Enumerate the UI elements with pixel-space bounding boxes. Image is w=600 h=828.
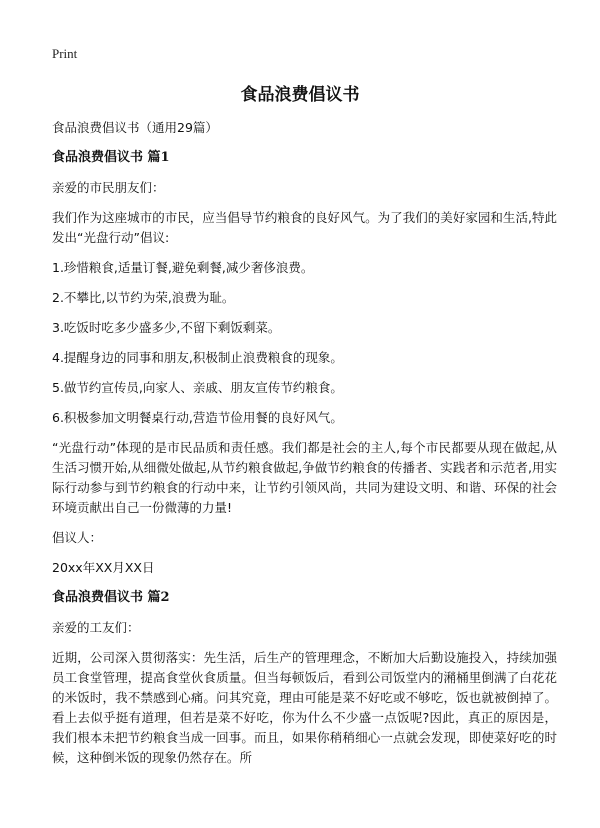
section-1-greeting: 亲爱的市民朋友们： (52, 180, 165, 195)
section-1-intro: 我们作为这座城市的市民，应当倡导节约粮食的良好风气。为了我们的美好家园和生活,特此发出“光盘行动”倡议: (52, 210, 557, 245)
print-label: Print (52, 46, 78, 61)
initiative-item-5: 5.做节约宣传员,向家人、亲戚、朋友宣传节约粮食。 (52, 380, 343, 395)
initiative-item-3: 3.吃饭时吃多少盛多少,不留下剩饭剩菜。 (52, 320, 281, 335)
initiative-item-6: 6.积极参加文明餐桌行动,营造节俭用餐的良好风气。 (52, 410, 343, 425)
initiative-item-1: 1.珍惜粮食,适量订餐,避免剩餐,减少奢侈浪费。 (52, 260, 314, 275)
section-1-closing: “光盘行动”体现的是市民品质和责任感。我们都是社会的主人,每个市民都要从现在做起,从生活习惯开始,从细微处做起,从节约粮食做起,争做节约粮食的传播者、实践者和示范者,用实际行动参与到节约粮食的行动中来，让节约引领风尚，共同为建设文明、和谐、环保的社会环境贡献出自己一份微薄的力量! (52, 440, 557, 515)
section-2-body: 近期，公司深入贯彻落实：先生活，后生产的管理理念，不断加大后勤设施投入，持续加强员工食堂管理，提高食堂伙食质量。但当每顿饭后，看到公司饭堂内的潲桶里倒满了白花花的米饭时，我不禁感到心痛。问其究竟，理由可能是菜不好吃或不够吃，饭也就被倒掉了。看上去似乎挺有道理，但若是菜不好吃，你为什么不少盛一点饭呢?因此，真正的原因是，我们根本未把节约粮食当成一回事。而且，如果你稍稍细心一点就会发现，即使菜好吃的时候，这种倒米饭的现象仍然存在。所 (52, 650, 557, 765)
section-2-greeting: 亲爱的工友们： (52, 620, 140, 635)
section-2-heading: 食品浪费倡议书 篇2 (52, 590, 170, 605)
page-title: 食品浪费倡议书 (240, 85, 360, 105)
document-subtitle: 食品浪费倡议书（通用29篇） (52, 120, 218, 135)
signature-date: 20xx年XX月XX日 (52, 560, 155, 575)
initiative-item-2: 2.不攀比,以节约为荣,浪费为耻。 (52, 290, 235, 305)
section-1-heading: 食品浪费倡议书 篇1 (52, 150, 170, 165)
document-content (52, 118, 557, 778)
initiative-item-4: 4.提醒身边的同事和朋友,积极制止浪费粮食的现象。 (52, 350, 343, 365)
signer-label: 倡议人： (52, 530, 103, 545)
